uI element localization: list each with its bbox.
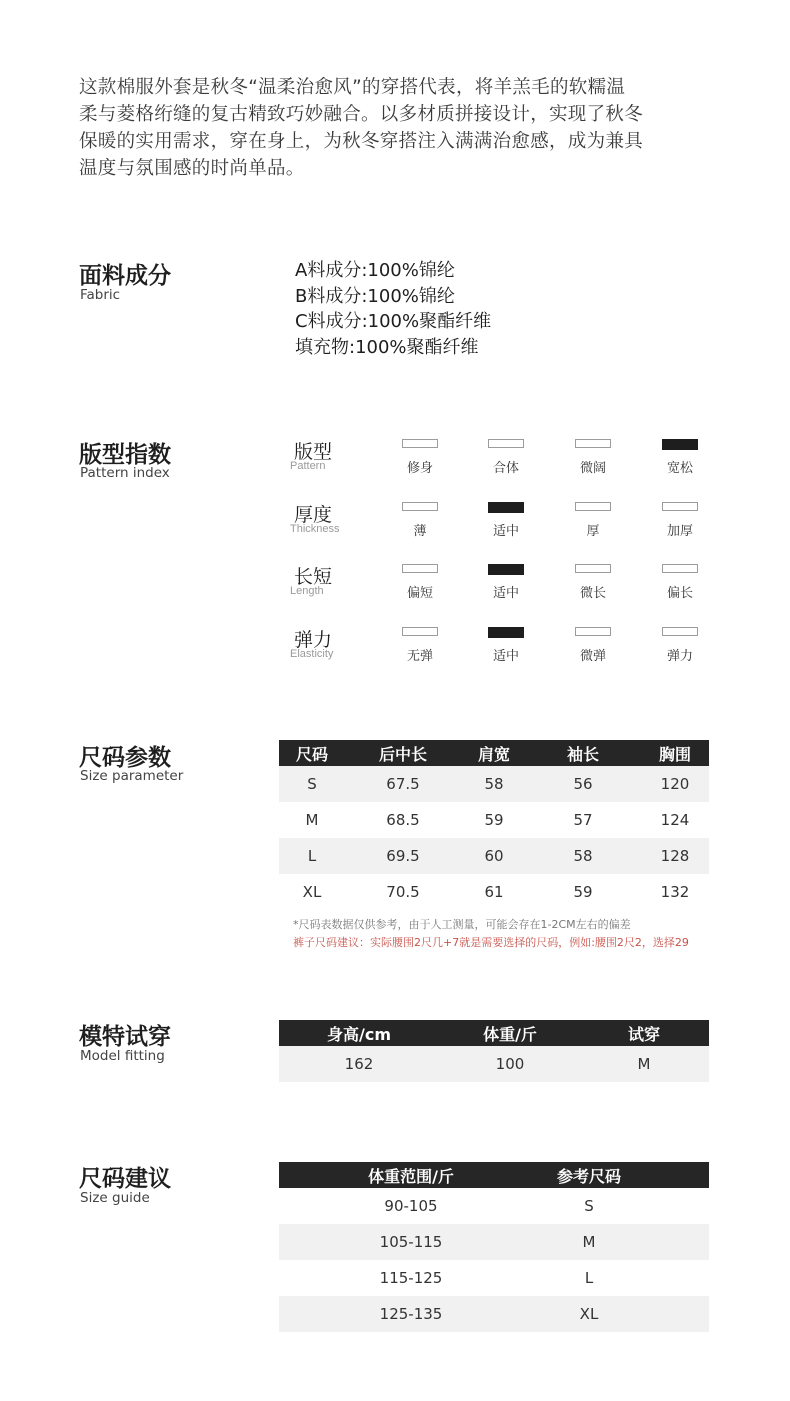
guide-title: 尺码建议 [79,1166,171,1192]
fabric-line: 填充物:100%聚酯纤维 [295,336,479,358]
table-cell: 100 [495,1055,525,1073]
table-cell: 59 [573,883,593,901]
description-line: 这款棉服外套是秋冬“温柔治愈风”的穿搭代表，将羊羔毛的软糯温 [79,77,626,98]
pattern-indicator [662,627,698,636]
pattern-option-label: 偏长 [666,586,693,601]
header-cell: 参考尺码 [556,1166,621,1186]
table-cell: 67.5 [386,775,420,793]
model-subtitle: Model fitting [80,1048,165,1064]
table-header [279,740,709,766]
table-cell: S [307,775,317,793]
table-cell: 59 [484,811,504,829]
header-cell: 袖长 [566,744,599,764]
pattern-indicator-selected [662,439,698,450]
table-row [279,838,709,874]
header-cell: 体重/斤 [483,1024,537,1044]
header-cell: 肩宽 [477,744,510,764]
table-cell: 60 [484,847,504,865]
pattern-row-name: 版型 [294,441,333,463]
table-row [279,874,709,910]
fabric-line: A料成分:100%锦纶 [295,260,455,281]
table-cell: 56 [573,775,593,793]
table-cell: XL [579,1305,599,1323]
pattern-subtitle: Pattern index [80,465,170,481]
guide-subtitle: Size guide [80,1190,150,1206]
fabric-line: C料成分:100%聚酯纤维 [295,311,492,332]
size-note: *尺码表数据仅供参考，由于人工测量，可能会存在1-2CM左右的偏差 [293,918,631,931]
size-title: 尺码参数 [79,745,171,771]
pattern-indicator [402,502,438,511]
pattern-title: 版型指数 [79,442,171,468]
pattern-indicator [488,439,524,448]
table-row [279,1260,709,1296]
table-row [279,766,709,802]
model-title: 模特试穿 [79,1024,171,1050]
pattern-option-label: 宽松 [666,461,693,476]
table-cell: 58 [484,775,504,793]
pattern-indicator [662,564,698,573]
pattern-option-label: 薄 [413,524,427,539]
table-cell: 162 [344,1055,374,1073]
pattern-option-label: 微长 [579,586,606,601]
fabric-composition [295,258,491,360]
pattern-indicator-selected [488,627,524,638]
table-row [279,1046,709,1082]
table-row [279,1188,709,1224]
pattern-option-label: 微阔 [579,461,606,476]
fabric-line: B料成分:100%锦纶 [295,285,455,307]
fabric-title: 面料成分 [79,263,171,289]
pattern-row-name: 长短 [294,566,333,588]
header-cell: 身高/cm [326,1024,391,1044]
table-cell: 58 [573,847,593,865]
table-cell: L [307,847,317,865]
table-cell: 105-115 [379,1233,443,1251]
fabric-subtitle: Fabric [80,287,121,303]
pattern-option-label: 偏短 [406,586,433,601]
pattern-indicator [402,564,438,573]
table-cell: M [305,811,319,829]
pattern-indicator [575,627,611,636]
table-cell: M [582,1233,596,1251]
pattern-indicator-selected [488,502,524,513]
header-cell: 尺码 [295,744,328,764]
table-row [279,802,709,838]
table-cell: 120 [660,775,690,793]
size-subtitle: Size parameter [80,768,184,784]
pattern-indicator [575,502,611,511]
pattern-option-label: 微弹 [579,649,606,664]
pattern-row-name: 厚度 [294,504,333,526]
pattern-option-label: 加厚 [666,524,693,539]
table-header [279,1020,709,1046]
pattern-indicator [575,439,611,448]
pattern-row-name: 弹力 [294,629,333,651]
table-cell: 132 [660,883,690,901]
pattern-indicator-selected [488,564,524,575]
header-cell: 胸围 [658,744,691,764]
pattern-option-label: 适中 [492,524,519,539]
pattern-option-label: 适中 [492,649,519,664]
pattern-option-label: 厚 [586,524,600,539]
guide-table [279,1162,709,1332]
size-table [279,740,709,910]
table-cell: M [637,1055,651,1073]
table-cell: XL [302,883,322,901]
table-cell: 128 [660,847,690,865]
table-cell: 124 [660,811,690,829]
pattern-indicator [575,564,611,573]
pattern-row-en: Elasticity [290,648,334,660]
pattern-row-en: Length [290,585,324,597]
pattern-option-label: 无弹 [406,649,433,664]
table-cell: 57 [573,811,593,829]
model-table [279,1020,709,1082]
pattern-option-label: 修身 [406,461,433,476]
description-line: 柔与菱格绗缝的复古精致巧妙融合。以多材质拼接设计，实现了秋冬 [79,104,644,125]
header-cell: 试穿 [627,1024,660,1044]
table-cell: 90-105 [384,1197,438,1215]
table-row [279,1296,709,1332]
table-cell: 115-125 [379,1269,443,1287]
pattern-option-label: 合体 [492,461,519,476]
table-header [279,1162,709,1188]
pattern-indicator [402,627,438,636]
pants-size-note: 裤子尺码建议：实际腰围2尺几+7就是需要选择的尺码，例如:腰围2尺2，选择29 [293,936,689,949]
product-description [79,74,709,182]
pattern-option-label: 弹力 [666,649,693,664]
pattern-indicator [402,439,438,448]
table-cell: 61 [484,883,504,901]
table-cell: 70.5 [386,883,420,901]
table-cell: 125-135 [379,1305,443,1323]
pattern-row-en: Pattern [290,460,326,472]
table-cell: L [584,1269,594,1287]
pattern-option-label: 适中 [492,586,519,601]
table-cell: S [584,1197,594,1215]
table-cell: 68.5 [386,811,420,829]
description-line: 保暖的实用需求，穿在身上，为秋冬穿搭注入满满治愈感，成为兼具 [79,131,644,152]
pattern-row-en: Thickness [290,523,340,535]
pattern-indicator [662,502,698,511]
table-row [279,1224,709,1260]
description-line: 温度与氛围感的时尚单品。 [79,158,305,179]
header-cell: 体重范围/斤 [368,1166,454,1186]
header-cell: 后中长 [378,744,427,764]
table-cell: 69.5 [386,847,420,865]
